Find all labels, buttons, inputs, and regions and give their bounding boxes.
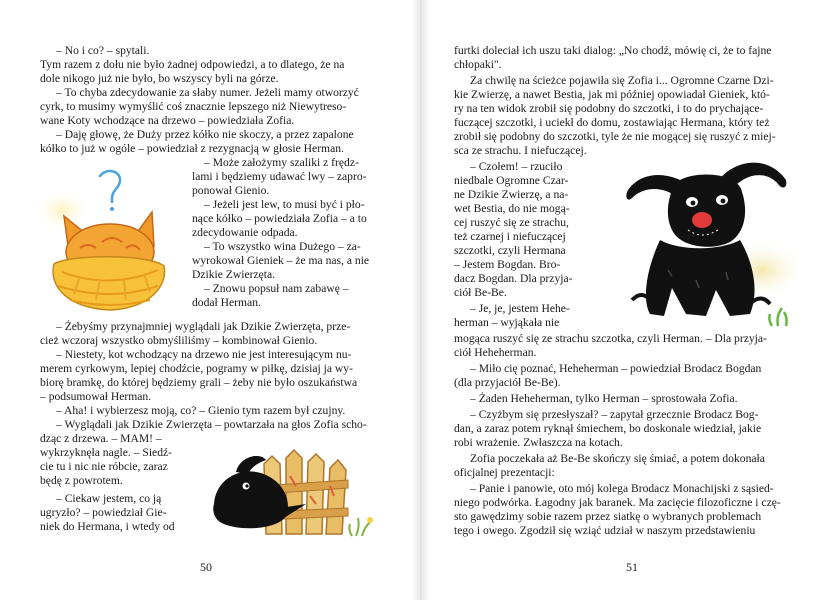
right-line-30: oficjalnej prezentacji:	[454, 466, 555, 479]
left-line-12: – Jeżeli jest lew, to musi być i pło-	[204, 198, 365, 211]
left-line-4: – To chyba zdecydowanie za słaby numer. Jeżeli mamy otworzyć	[56, 86, 359, 99]
right-line-10: niedbale Ogromne Czar-	[454, 174, 569, 187]
left-line-24: biorę bramkę, do której będziemy grali – żeby nie było oszukaństwa	[40, 376, 358, 389]
left-line-16: wyrokował Gieniek – że ma nas, a nie	[192, 254, 370, 267]
question-mark-icon	[100, 171, 120, 211]
left-line-18: – Znowu popsuł nam zabawę –	[204, 282, 349, 295]
right-line-27: dan, a zaraz potem ryknął śmiechem, bo doskonale wiedział, jakie	[454, 422, 762, 435]
left-line-23: merem cyrkowym, lepiej chodźcie, pogramy w piłkę, dzisiaj ja wy-	[40, 362, 353, 375]
orange-cat-icon	[53, 212, 165, 310]
book-gutter	[412, 0, 430, 600]
left-line-28: dząc z drzewa. – MAM! –	[40, 432, 162, 445]
black-dog-illustration	[602, 150, 798, 332]
right-line-15: szczotki, czyli Hermana	[454, 244, 566, 257]
left-line-11: ponował Gienio.	[192, 184, 270, 197]
cat-in-scarf-illustration	[40, 168, 172, 318]
left-line-1: – No i co? – spytali.	[56, 44, 150, 57]
right-line-13: cej ruszyć się ze strachu,	[454, 216, 569, 229]
left-line-25: – podsumował Herman.	[40, 390, 152, 403]
right-line-19: – Je, je, jestem Hehe-	[470, 302, 570, 315]
right-line-21: mogąca ruszyć się ze strachu szczotka, czyli Herman. – Dla przyja-	[454, 332, 767, 345]
right-line-26: – Czyżbym się przesłyszał? – zapytał grzecznie Brodacz Bog-	[470, 408, 759, 421]
bird-fence-illustration	[206, 446, 384, 540]
right-line-4: kie Zwierzę, a nawet Bestia, jak mi później opowiadał Gieniek, któ-	[454, 88, 770, 101]
left-line-5: cyrk, to musimy wymyślić coś znacznie lepszego niż Niewytreso-	[40, 100, 347, 113]
right-line-18: ciół Be-Be.	[454, 286, 507, 299]
page-number-right: 51	[626, 560, 638, 574]
green-plant-icon	[349, 517, 373, 536]
left-line-21: cież wczoraj wszystko obmyśliliśmy – kombinował Gienio.	[40, 334, 318, 347]
left-line-10: lami i będziemy udawać lwy – zapro-	[192, 170, 367, 183]
right-line-11: ne Dzikie Zwierzę, a na-	[454, 188, 569, 201]
right-line-34: tego i owego. Zgodził się wziąć udział w naszym przedstawieniu	[454, 524, 756, 537]
right-line-32: niego podwórka. Łagodny jak baranek. Ma zacięcie filozoficzne i czę-	[454, 496, 781, 509]
right-line-25: – Żaden Heheherman, tylko Herman – sprostowała Zofia.	[470, 392, 738, 405]
right-line-12: wet Bestia, do nie mogą-	[454, 202, 570, 215]
right-line-14: też czarnej i niefuczącej	[454, 230, 566, 243]
left-line-29: wykrzyknęła nagle. – Siedź-	[40, 446, 172, 459]
right-line-24: (dla przyjaciół Be-Be).	[454, 376, 561, 389]
right-line-6: fuczącej szczotki, i uciekł do domu, zostawiając Hermana, który też	[454, 116, 770, 129]
right-line-28: robi wrażenie. Zwłaszcza na kotach.	[454, 436, 623, 449]
right-line-9: – Czołem! – rzuciło	[470, 160, 563, 173]
left-line-26: – Aha! i wybierzesz moją, co? – Gienio tym razem był czujny.	[56, 404, 346, 417]
left-line-27: – Wyglądali jak Dzikie Zwierzęta – powtarzała na głos Zofia scho-	[56, 418, 367, 431]
left-line-13: nące kółko – powiedziała Zofia – a to	[192, 212, 367, 225]
left-line-14: zdecydowanie odpada.	[192, 226, 298, 239]
right-line-1: furtki doleciał ich uszu taki dialog: „No chodź, mówię ci, że to fajne	[454, 44, 772, 57]
left-line-2: Tym razem z dołu nie było żadnej odpowiedzi, a to dlatego, że na	[40, 58, 345, 71]
right-line-16: – Jestem Bogdan. Bro-	[454, 258, 561, 271]
red-nose-icon	[692, 212, 712, 228]
page-number-left: 50	[200, 560, 212, 574]
left-line-15: – To wszystko wina Dużego – za-	[204, 240, 361, 253]
left-line-8: kółko to już w ogóle – powiedział z rezygnacją w głosie Herman.	[40, 142, 344, 155]
right-line-2: chłopaki".	[454, 58, 502, 71]
left-line-6: wane Koty wchodzące na drzewo – powiedziała Zofia.	[40, 114, 295, 127]
right-line-17: dacz Bogdan. Dla przyja-	[454, 272, 573, 285]
left-line-30: cie tu i nic nie róbcie, zaraz	[40, 460, 168, 473]
right-line-22: ciół Heheherman.	[454, 346, 537, 359]
left-line-7: – Daję głowę, że Duży przez kółko nie skoczy, a przez zapalone	[56, 128, 354, 141]
right-line-23: – Miło cię poznać, Heheherman – powiedział Brodacz Bogdan	[470, 362, 762, 375]
left-line-19: dodał Herman.	[192, 296, 261, 309]
left-page	[0, 0, 412, 600]
right-page	[430, 0, 840, 600]
left-line-34: niek do Hermana, i wtedy od	[40, 520, 175, 533]
left-line-20: – Żebyśmy przynajmniej wyglądali jak Dzikie Zwierzęta, prze-	[56, 320, 351, 333]
right-line-31: – Panie i panowie, oto mój kolega Brodacz Monachijski z sąsied-	[470, 482, 774, 495]
right-line-7: zrobił się podobny do szczotki, tyle że nie mogącej się ruszyć z miej-	[454, 130, 776, 143]
right-line-5: ry na ten widok zrobił się podobny do szczotki, i to do prychające-	[454, 102, 764, 115]
left-line-33: ugryzło? – powiedział Gie-	[40, 506, 167, 519]
right-line-8: sca ze strachu. I niefuczącej.	[454, 144, 587, 157]
grass-icon	[769, 308, 786, 326]
right-line-3: Za chwilę na ścieżce pojawiła się Zofia i... Ogromne Czarne Dzi-	[470, 74, 774, 87]
left-line-22: – Niestety, kot wchodzący na drzewo nie jest interesującym nu-	[56, 348, 352, 361]
right-line-29: Zofia poczekała aż Be-Be skończy się śmiać, a potem dokonała	[470, 452, 765, 465]
left-line-9: – Może założymy szaliki z frędz-	[204, 156, 359, 169]
right-line-20: herman – wyjąkała nie	[454, 316, 560, 329]
left-line-32: – Ciekaw jestem, co ją	[56, 492, 162, 505]
left-line-3: dole nikogo już nie było, bo wszyscy byli na górze.	[40, 72, 279, 85]
left-line-31: będę z powrotem.	[40, 474, 123, 487]
left-line-17: Dzikie Zwierzęta.	[192, 268, 276, 281]
right-line-33: sto gawędzimy sobie razem przez siatkę o wybranych problemach	[454, 510, 762, 523]
